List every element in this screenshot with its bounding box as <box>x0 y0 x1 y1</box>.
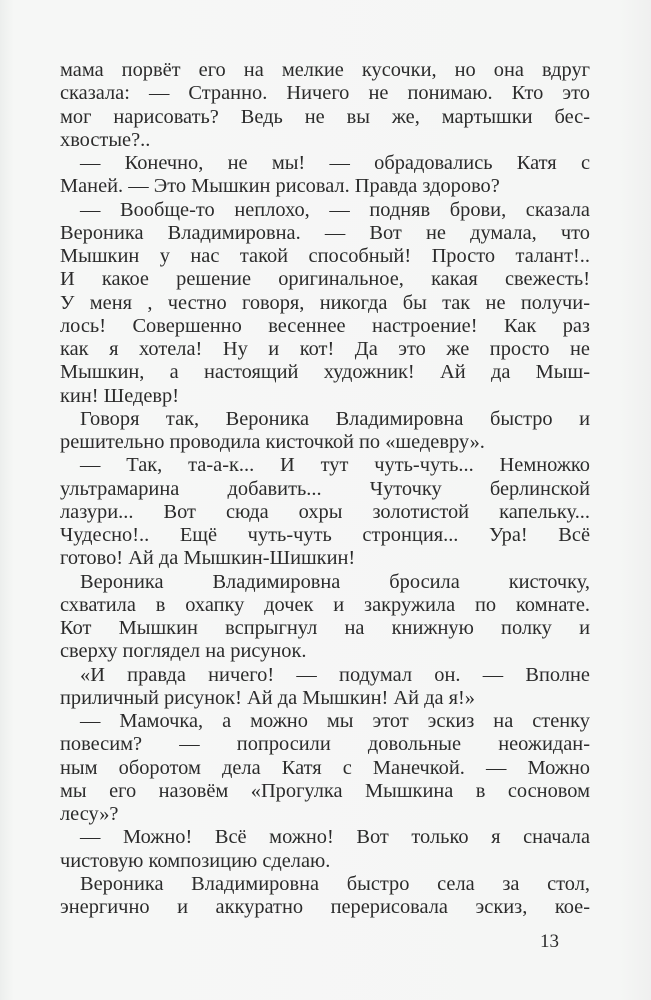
text-line: приличный рисунок! Ай да Мышкин! Ай да я!» <box>60 686 476 709</box>
text-line: Вероника Владимировна бросила кисточку, <box>80 570 590 593</box>
text-line: сверху поглядел на рисунок. <box>60 640 307 663</box>
text-line: мы его назовём «Прогулка Мышкина в сосновом <box>60 779 590 802</box>
text-line: «И правда ничего! — подумал он. — Вполне <box>80 663 590 686</box>
text-line: схватила в охапку дочек и закружила по комнате. <box>60 593 590 616</box>
text-line: хвостые?.. <box>60 128 151 151</box>
text-line: И какое решение оригинальное, какая свежесть! <box>60 268 590 291</box>
page-number: 13 <box>540 931 559 952</box>
text-line: повесим? — попросили довольные неожидан- <box>60 733 590 756</box>
text-line: — Можно! Всё можно! Вот только я сначала <box>80 826 590 849</box>
text-line: — Так, та-а-к... И тут чуть-чуть... Немножко <box>80 454 590 477</box>
text-line: решительно проводила кисточкой по «шедевру». <box>60 431 485 453</box>
text-line: чистовую композицию сделаю. <box>60 849 331 872</box>
text-line: лесу»? <box>60 803 119 825</box>
text-line: Кот Мышкин вспрыгнул на книжную полку и <box>60 617 590 639</box>
text-line: Маней. — Это Мышкин рисовал. Правда здорово? <box>60 175 500 198</box>
body-text <box>60 59 590 919</box>
text-line: лазури... Вот сюда охры золотистой капельку... <box>60 500 590 523</box>
text-line: мог нарисовать? Ведь не вы же, мартышки бес- <box>60 105 590 128</box>
text-line: Мышкин, а настоящий художник! Ай да Мыш- <box>60 361 590 384</box>
text-line: У меня , честно говоря, никогда бы так не получи- <box>60 291 590 314</box>
text-line: ультрамарина добавить... Чуточку берлинской <box>60 477 590 500</box>
text-line: как я хотела! Ну и кот! Да это же просто не <box>60 338 590 360</box>
text-line: кин! Шедевр! <box>60 384 180 407</box>
text-line: мама порвёт его на мелкие кусочки, но она вдруг <box>60 59 590 81</box>
text-line: сказала: — Странно. Ничего не понимаю. Кто это <box>60 82 590 105</box>
text-line: Вероника Владимировна быстро села за стол, <box>80 872 590 895</box>
text-line: Говоря так, Вероника Владимировна быстро и <box>80 407 590 430</box>
text-line: — Вообще-то неплохо, — подняв брови, сказала <box>80 198 590 221</box>
text-line: энергично и аккуратно перерисовала эскиз, кое- <box>60 896 590 918</box>
text-line: Мышкин у нас такой способный! Просто талант!.. <box>60 245 590 267</box>
text-line: готово! Ай да Мышкин-Шишкин! <box>60 547 356 570</box>
text-line: Вероника Владимировна. — Вот не думала, что <box>60 221 590 244</box>
text-line: ным оборотом дела Катя с Манечкой. — Можно <box>60 756 590 779</box>
text-line: Чудесно!.. Ещё чуть-чуть стронция... Ура! Всё <box>60 524 590 546</box>
text-line: — Мамочка, а можно мы этот эскиз на стенку <box>80 710 590 732</box>
text-line: — Конечно, не мы! — обрадовались Катя с <box>80 152 590 174</box>
text-line: лось! Совершенно весеннее настроение! Как раз <box>60 314 590 337</box>
